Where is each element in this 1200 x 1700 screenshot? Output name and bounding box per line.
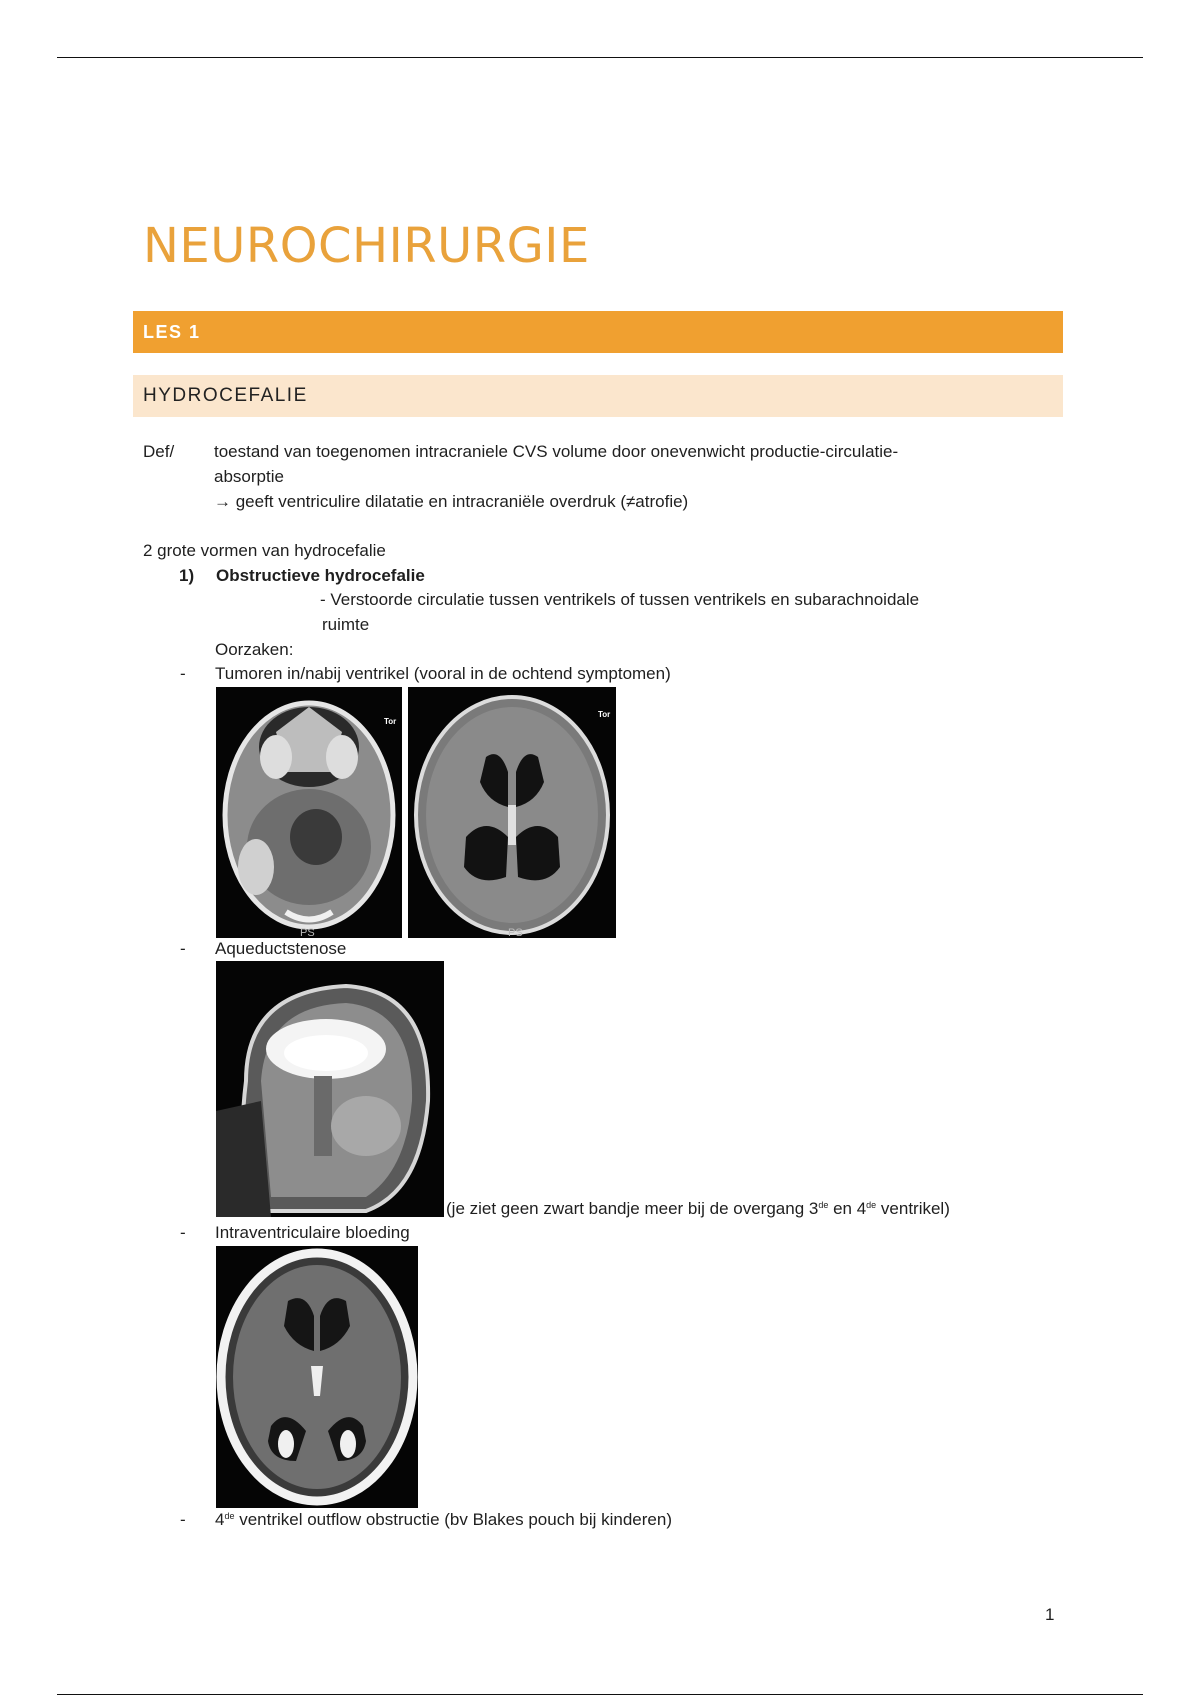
bullet-fourth-ventricle: - <box>180 1510 186 1529</box>
lesson-heading: LES 1 <box>133 311 1063 353</box>
cause-tumors: Tumoren in/nabij ventrikel (vooral in de ochtend symptomen) <box>215 664 671 683</box>
definition-line-2: absorptie <box>214 467 284 486</box>
definition-label: Def/ <box>143 442 175 461</box>
aqueduct-note: (je ziet geen zwart bandje meer bij de overgang 3de en 4de ventrikel) <box>446 1199 950 1218</box>
causes-label: Oorzaken: <box>215 640 294 659</box>
definition-line-3: → geeft ventriculire dilatatie en intracraniële overdruk (≠atrofie) <box>214 492 689 511</box>
cause-intraventricular-bleeding: Intraventriculaire bloeding <box>215 1223 410 1242</box>
definition-line-1: toestand van toegenomen intracraniele CVS volume door onevenwicht productie-circulatie- <box>214 442 899 461</box>
bullet-aqueduct: - <box>180 939 186 958</box>
form-1-number: 1) <box>179 566 195 585</box>
ct-intraventricular-bleeding-image <box>216 1246 418 1508</box>
footer-rule <box>57 1694 1143 1695</box>
mri-1-corner-mark: Tor <box>384 717 397 726</box>
bullet-tumors: - <box>180 664 186 683</box>
mri-axial-ventricles-image <box>408 687 616 938</box>
cause-aqueduct-stenosis: Aqueductstenose <box>215 939 347 958</box>
mri-sagittal-aqueduct-image <box>216 961 444 1217</box>
page-number: 1 <box>1045 1605 1055 1624</box>
bullet-ivh: - <box>180 1223 186 1242</box>
form-1-description-1: - Verstoorde circulatie tussen ventrikels of tussen ventrikels en subarachnoidale <box>320 590 920 609</box>
mri-1-mark: PS <box>300 927 315 938</box>
form-1-heading: Obstructieve hydrocefalie <box>216 566 425 585</box>
mri-2-mark: PS <box>508 927 523 938</box>
form-1-description-2: ruimte <box>322 615 370 634</box>
cause-fourth-ventricle-obstruction: 4de ventrikel outflow obstructie (bv Blakes pouch bij kinderen) <box>215 1510 672 1529</box>
mri-2-corner-mark: Tor <box>598 710 611 719</box>
mri-posterior-fossa-image <box>216 687 402 938</box>
header-rule <box>57 57 1143 58</box>
intro-text: 2 grote vormen van hydrocefalie <box>143 541 386 560</box>
page-title: NEUROCHIRURGIE <box>143 218 590 274</box>
section-heading: HYDROCEFALIE <box>133 375 1063 417</box>
